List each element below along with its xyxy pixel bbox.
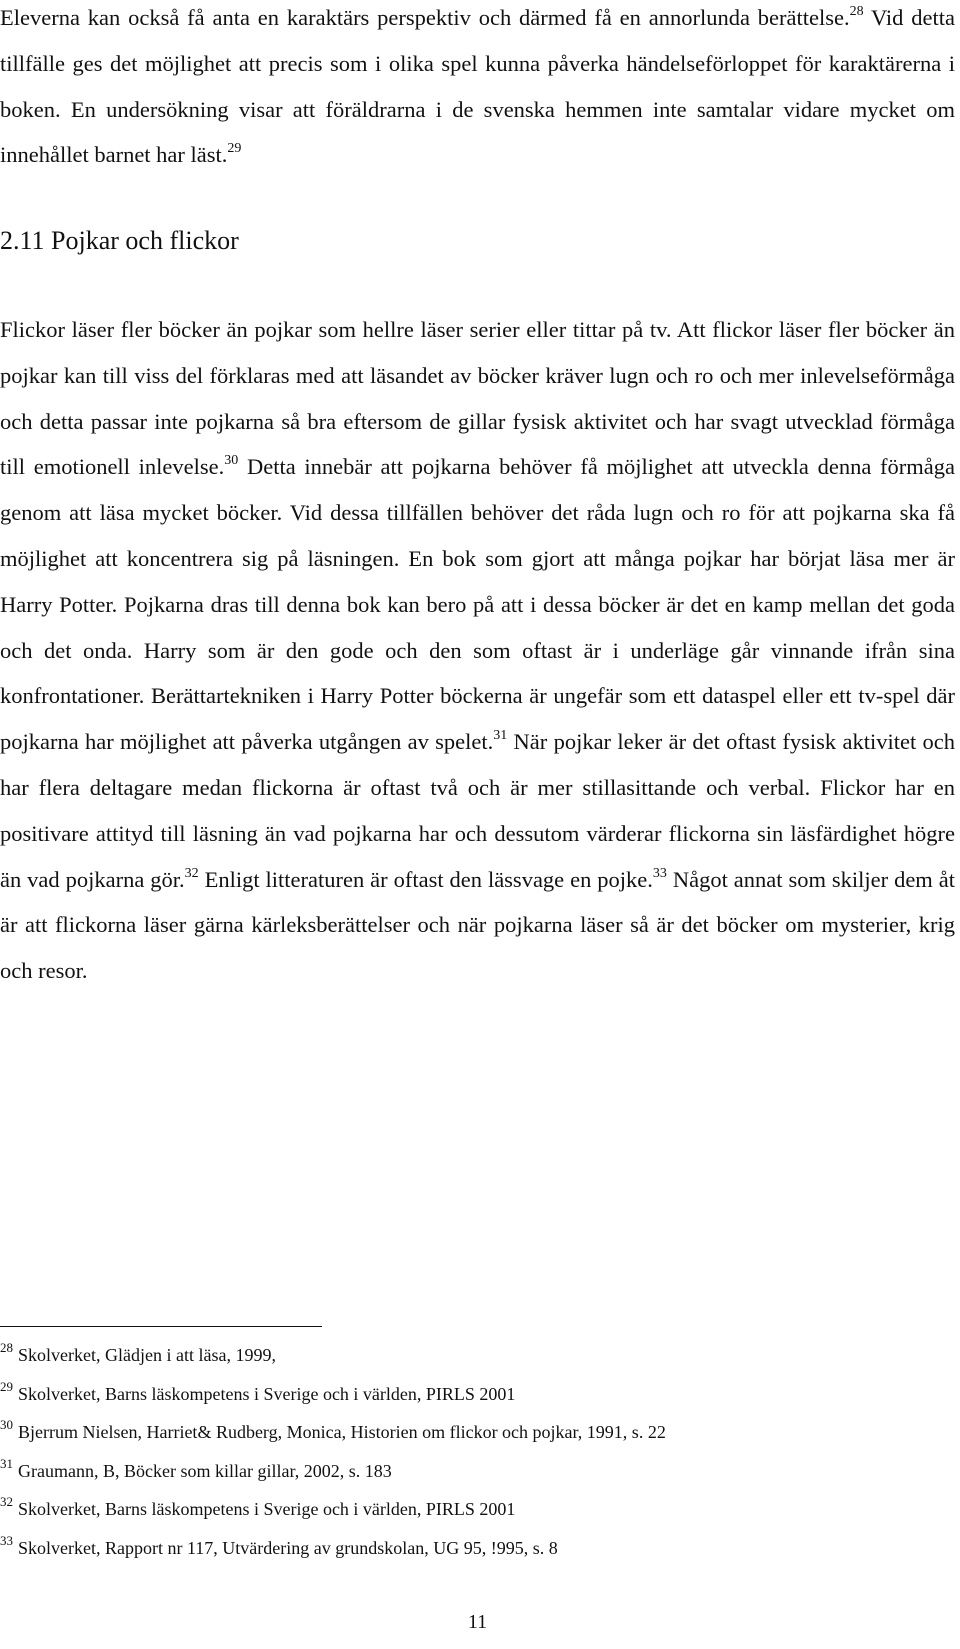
- footnote-divider: [0, 1326, 322, 1327]
- footnote-item: [0, 1452, 955, 1491]
- footnote-text: Skolverket, Barns läskompetens i Sverige och i världen, PIRLS 2001: [18, 1499, 516, 1520]
- footnote-text: Skolverket, Glädjen i att läsa, 1999,: [18, 1345, 276, 1365]
- footnote-number: 31: [0, 1455, 13, 1471]
- page-number: 11: [467, 1611, 488, 1633]
- footnote-item: [0, 1375, 955, 1414]
- intro-paragraph: [0, 0, 955, 178]
- body-text-1: Flickor läser fler böcker än pojkar som hellre läser serier eller tittar på tv. Att flickor läser fler böcker än pojkar kan till viss del förklaras med att läsandet av böcker kräver lugn och ro och mer inlevelseförmåga och detta passar inte pojkarna så bra eftersom de gillar fysisk aktivitet och har svagt utvecklad förmåga till emotionell inlevelse.: [0, 317, 955, 480]
- footnote-item: [0, 1529, 955, 1568]
- body-text-4: Enligt litteraturen är oftast den lässvage en pojke.: [198, 866, 653, 892]
- footnote-ref-30[interactable]: 30: [224, 453, 239, 469]
- body-text-2: Detta innebär att pojkarna behöver få möjlighet att utveckla denna förmåga genom att läsa mycket böcker. Vid dessa tillfällen behöver det råda lugn och ro för att pojkarna ska få möjlighet att koncentrera sig på läsningen. En bok som gjort att många pojkar har börjat läsa mer är Harry Potter. Pojkarna dras till denna bok kan bero på att i dessa böcker är det en kamp mellan det goda och det onda. Harry som är den gode och den som oftast är i underläge går vinnande ifrån sina konfrontationer. Berättartekniken i Harry Potter böckerna är ungefär som ett dataspel eller ett tv-spel där pojkarna har möjlighet att påverka utgången av spelet.: [0, 454, 955, 755]
- footnote-ref-32[interactable]: 32: [184, 865, 199, 881]
- footnote-number: 29: [0, 1378, 13, 1394]
- footnote-ref-31[interactable]: 31: [493, 728, 508, 744]
- body-text-5: Något annat som skiljer dem åt är att flickorna läser gärna kärleksberättelser och när pojkarna läser så är det böcker om mysterier, krig och resor.: [0, 866, 955, 984]
- body-text-3: När pojkar leker är det oftast fysisk aktivitet och har flera deltagare medan flickorna är oftast två och är mer stillasittande och verbal. Flickor har en positivare attityd till läsning än vad pojkarna har och dessutom värderar flickorna sin läsfärdighet högre än vad pojkarna gör.: [0, 729, 955, 892]
- body-paragraph: [0, 307, 955, 994]
- footnote-item: [0, 1336, 955, 1375]
- footnote-item: [0, 1413, 955, 1452]
- footnote-text: Graumann, B, Böcker som killar gillar, 2002, s. 183: [18, 1460, 392, 1481]
- footnote-number: 33: [0, 1532, 13, 1548]
- footnote-number: 30: [0, 1417, 13, 1433]
- footnote-text: Skolverket, Barns läskompetens i Sverige och i världen, PIRLS 2001: [18, 1383, 516, 1404]
- section-heading: 2.11 Pojkar och flickor: [0, 226, 239, 255]
- intro-text-2: Vid detta tillfälle ges det möjlighet att precis som i olika spel kunna påverka händelseförloppet för karaktärerna i boken. En undersökning visar att föräldrarna i de svenska hemmen inte samtalar vidare mycket om innehållet barnet har läst.: [0, 5, 955, 168]
- footnote-number: 28: [0, 1340, 13, 1355]
- intro-text-1: Eleverna kan också få anta en karaktärs perspektiv och därmed få en annorlunda berättelse.: [0, 5, 850, 30]
- footnote-ref-28[interactable]: 28: [849, 4, 864, 19]
- footnote-ref-33[interactable]: 33: [652, 865, 667, 881]
- footnote-item: [0, 1490, 955, 1529]
- footnote-text: Bjerrum Nielsen, Harriet& Rudberg, Monica, Historien om flickor och pojkar, 1991, s. 22: [18, 1422, 666, 1443]
- footnote-text: Skolverket, Rapport nr 117, Utvärdering av grundskolan, UG 95, !995, s. 8: [18, 1537, 558, 1558]
- footnotes-list: [0, 1336, 955, 1568]
- footnote-ref-29[interactable]: 29: [227, 141, 242, 157]
- footnote-number: 32: [0, 1494, 13, 1510]
